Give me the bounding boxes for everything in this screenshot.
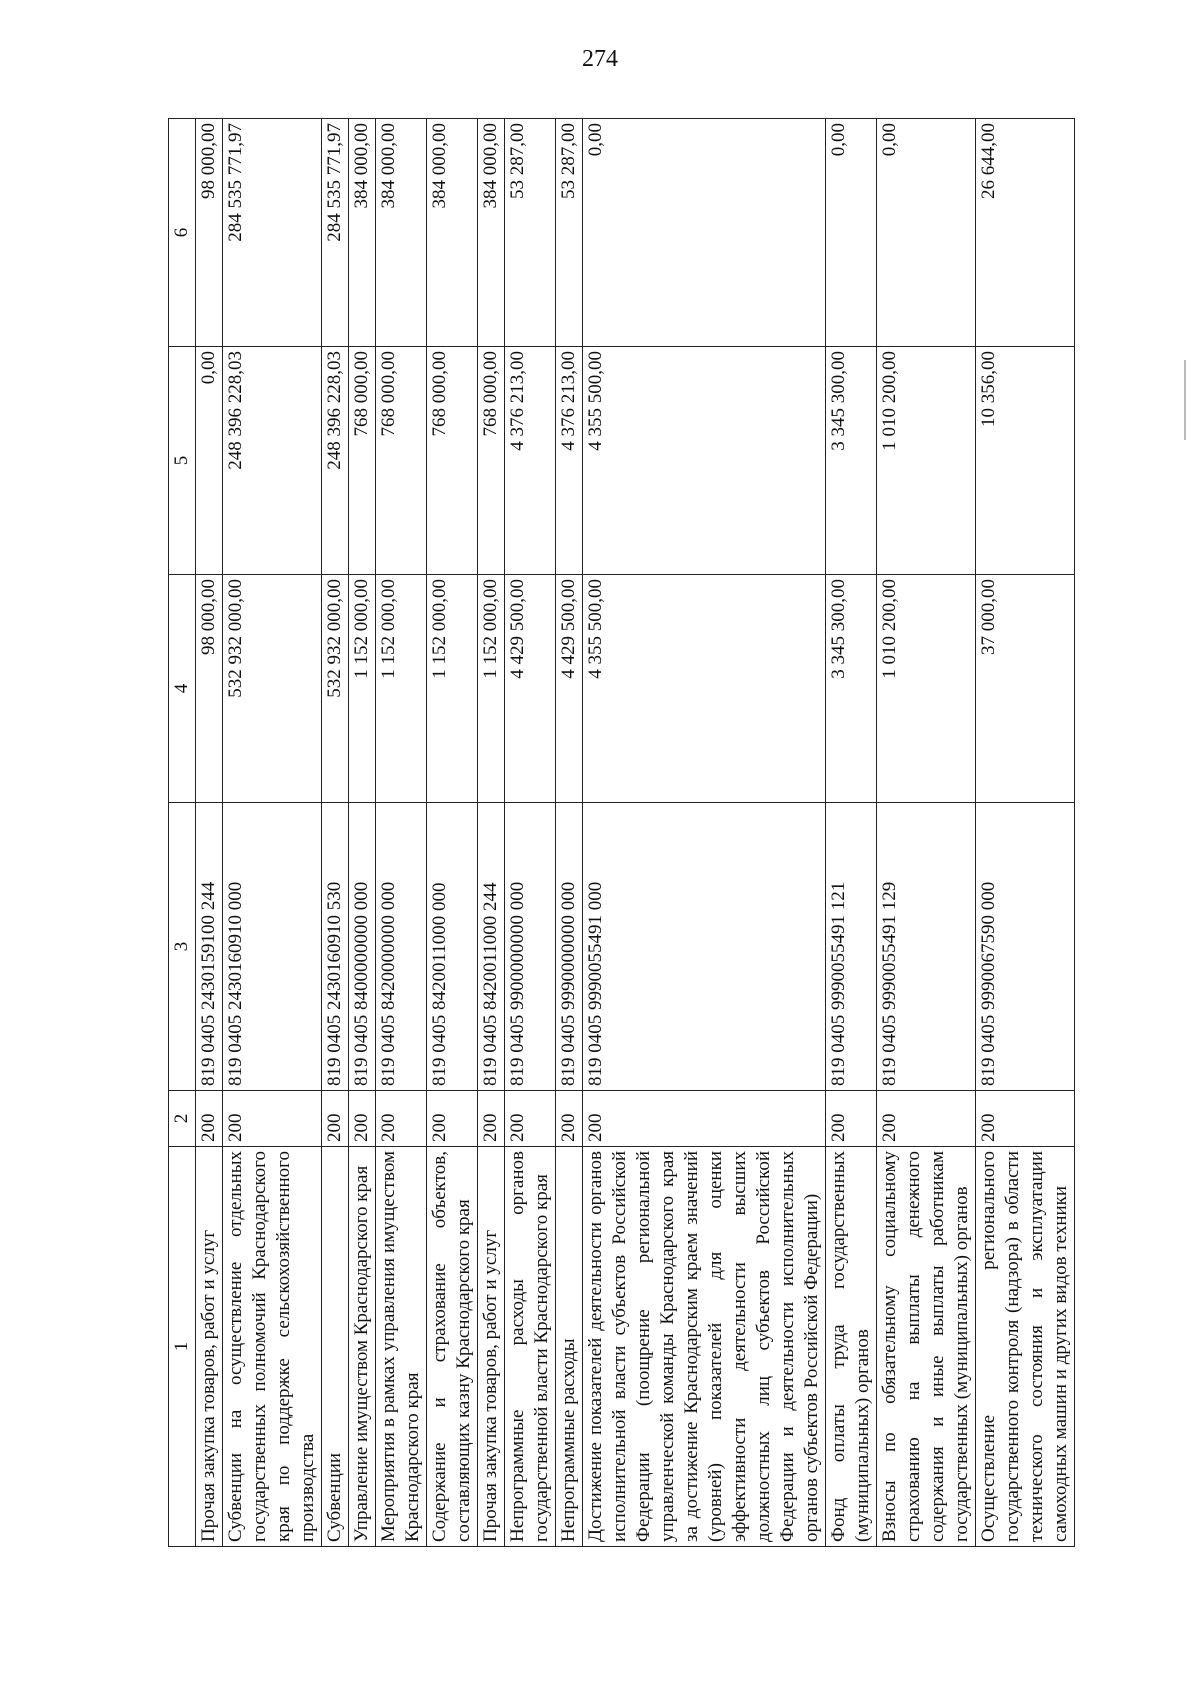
- header-cell: 5: [169, 347, 196, 575]
- row-total-cell: 1 152 000,00: [478, 575, 505, 803]
- table-row: [877, 119, 976, 1547]
- row-name-cell: Непрограммные расходы: [556, 1147, 583, 1547]
- row-total-cell: 4 429 500,00: [505, 575, 556, 803]
- table-row: [826, 119, 877, 1547]
- row-name-cell: Фонд оплаты труда государственных (муниципальных) органов: [826, 1147, 877, 1547]
- row-name-cell: Прочая закупка товаров, работ и услуг: [196, 1147, 223, 1547]
- row-remainder-cell: 98 000,00: [196, 119, 223, 347]
- row-code-cell: 200: [877, 1091, 976, 1147]
- row-classification-cell: 819 0405 8420011000 000: [427, 803, 478, 1091]
- header-cell: 3: [169, 803, 196, 1091]
- page-number: 274: [582, 46, 618, 72]
- row-name-cell: Содержание и страхование объектов, составляющих казну Краснодарского края: [427, 1147, 478, 1547]
- row-total-cell: 37 000,00: [976, 575, 1075, 803]
- row-code-cell: 200: [349, 1091, 376, 1147]
- row-classification-cell: 819 0405 9990067590 000: [976, 803, 1075, 1091]
- row-name-cell: Субвенции: [322, 1147, 349, 1547]
- row-code-cell: 200: [505, 1091, 556, 1147]
- row-remainder-cell: 53 287,00: [505, 119, 556, 347]
- row-total-cell: 532 932 000,00: [322, 575, 349, 803]
- row-executed-cell: 1 010 200,00: [877, 347, 976, 575]
- row-classification-cell: 819 0405 2430160910 530: [322, 803, 349, 1091]
- row-code-cell: 200: [826, 1091, 877, 1147]
- row-name-cell: Прочая закупка товаров, работ и услуг: [478, 1147, 505, 1547]
- budget-table: [168, 118, 1075, 1547]
- row-executed-cell: 768 000,00: [478, 347, 505, 575]
- row-remainder-cell: 384 000,00: [376, 119, 427, 347]
- row-executed-cell: 4 376 213,00: [556, 347, 583, 575]
- row-code-cell: 200: [976, 1091, 1075, 1147]
- row-classification-cell: 819 0405 8420011000 244: [478, 803, 505, 1091]
- table-row: [322, 119, 349, 1547]
- row-code-cell: 200: [478, 1091, 505, 1147]
- row-remainder-cell: 53 287,00: [556, 119, 583, 347]
- row-total-cell: 1 010 200,00: [877, 575, 976, 803]
- table-row: [505, 119, 556, 1547]
- row-total-cell: 532 932 000,00: [223, 575, 322, 803]
- header-cell: 4: [169, 575, 196, 803]
- header-cell: 6: [169, 119, 196, 347]
- row-remainder-cell: 26 644,00: [976, 119, 1075, 347]
- row-classification-cell: 819 0405 9990000000 000: [556, 803, 583, 1091]
- row-classification-cell: 819 0405 2430160910 000: [223, 803, 322, 1091]
- row-name-cell: Управление имуществом Краснодарского края: [349, 1147, 376, 1547]
- row-executed-cell: 0,00: [196, 347, 223, 575]
- row-code-cell: 200: [556, 1091, 583, 1147]
- table-row: [556, 119, 583, 1547]
- table-row: [223, 119, 322, 1547]
- header-cell: 1: [169, 1147, 196, 1547]
- row-remainder-cell: 0,00: [826, 119, 877, 347]
- row-executed-cell: 4 376 213,00: [505, 347, 556, 575]
- row-total-cell: 98 000,00: [196, 575, 223, 803]
- row-executed-cell: 768 000,00: [427, 347, 478, 575]
- row-classification-cell: 819 0405 8420000000 000: [376, 803, 427, 1091]
- row-code-cell: 200: [427, 1091, 478, 1147]
- row-name-cell: Субвенции на осуществление отдельных государственных полномочий Краснодарского края по поддержке сельскохозяйственного производства: [223, 1147, 322, 1547]
- row-total-cell: 3 345 300,00: [826, 575, 877, 803]
- table-header-row: [169, 119, 196, 1547]
- row-name-cell: Мероприятия в рамках управления имуществом Краснодарского края: [376, 1147, 427, 1547]
- rotated-table-frame: [168, 119, 1118, 1547]
- row-classification-cell: 819 0405 9990055491 121: [826, 803, 877, 1091]
- row-total-cell: 1 152 000,00: [376, 575, 427, 803]
- row-executed-cell: 768 000,00: [349, 347, 376, 575]
- row-name-cell: Осуществление регионального государственного контроля (надзора) в области технического состояния и эксплуатации самоходных машин и других видов техники: [976, 1147, 1075, 1547]
- row-total-cell: 1 152 000,00: [349, 575, 376, 803]
- row-code-cell: 200: [376, 1091, 427, 1147]
- table-row: [976, 119, 1075, 1547]
- table-row: [349, 119, 376, 1547]
- scan-edge-mark: [1184, 360, 1186, 440]
- row-total-cell: 4 429 500,00: [556, 575, 583, 803]
- row-remainder-cell: 0,00: [583, 119, 826, 347]
- row-name-cell: Достижение показателей деятельности органов исполнительной власти субъектов Российской Федерации (поощрение региональной управленческой команды Краснодарского края за достижение Краснодарским краем значений (уровней) показателей для оценки эффективности деятельности высших должностных лиц субъектов Российской Федерации и деятельности исполнительных органов субъектов Российской Федерации): [583, 1147, 826, 1547]
- row-executed-cell: 248 396 228,03: [322, 347, 349, 575]
- row-executed-cell: 248 396 228,03: [223, 347, 322, 575]
- row-classification-cell: 819 0405 2430159100 244: [196, 803, 223, 1091]
- header-cell: 2: [169, 1091, 196, 1147]
- row-remainder-cell: 384 000,00: [349, 119, 376, 347]
- row-total-cell: 1 152 000,00: [427, 575, 478, 803]
- row-classification-cell: 819 0405 9990055491 129: [877, 803, 976, 1091]
- row-executed-cell: 10 356,00: [976, 347, 1075, 575]
- row-classification-cell: 819 0405 9900000000 000: [505, 803, 556, 1091]
- row-name-cell: Взносы по обязательному социальному страхованию на выплаты денежного содержания и иные выплаты работникам государственных (муниципальных) органов: [877, 1147, 976, 1547]
- table-row: [427, 119, 478, 1547]
- row-remainder-cell: 384 000,00: [427, 119, 478, 347]
- row-executed-cell: 768 000,00: [376, 347, 427, 575]
- table-row: [583, 119, 826, 1547]
- row-executed-cell: 3 345 300,00: [826, 347, 877, 575]
- row-code-cell: 200: [223, 1091, 322, 1147]
- row-executed-cell: 4 355 500,00: [583, 347, 826, 575]
- table-row: [376, 119, 427, 1547]
- row-code-cell: 200: [322, 1091, 349, 1147]
- row-classification-cell: 819 0405 8400000000 000: [349, 803, 376, 1091]
- row-total-cell: 4 355 500,00: [583, 575, 826, 803]
- row-code-cell: 200: [196, 1091, 223, 1147]
- row-classification-cell: 819 0405 9990055491 000: [583, 803, 826, 1091]
- row-remainder-cell: 284 535 771,97: [223, 119, 322, 347]
- table-row: [196, 119, 223, 1547]
- row-remainder-cell: 284 535 771,97: [322, 119, 349, 347]
- table-row: [478, 119, 505, 1547]
- row-name-cell: Непрограммные расходы органов государственной власти Краснодарского края: [505, 1147, 556, 1547]
- row-remainder-cell: 384 000,00: [478, 119, 505, 347]
- row-remainder-cell: 0,00: [877, 119, 976, 347]
- row-code-cell: 200: [583, 1091, 826, 1147]
